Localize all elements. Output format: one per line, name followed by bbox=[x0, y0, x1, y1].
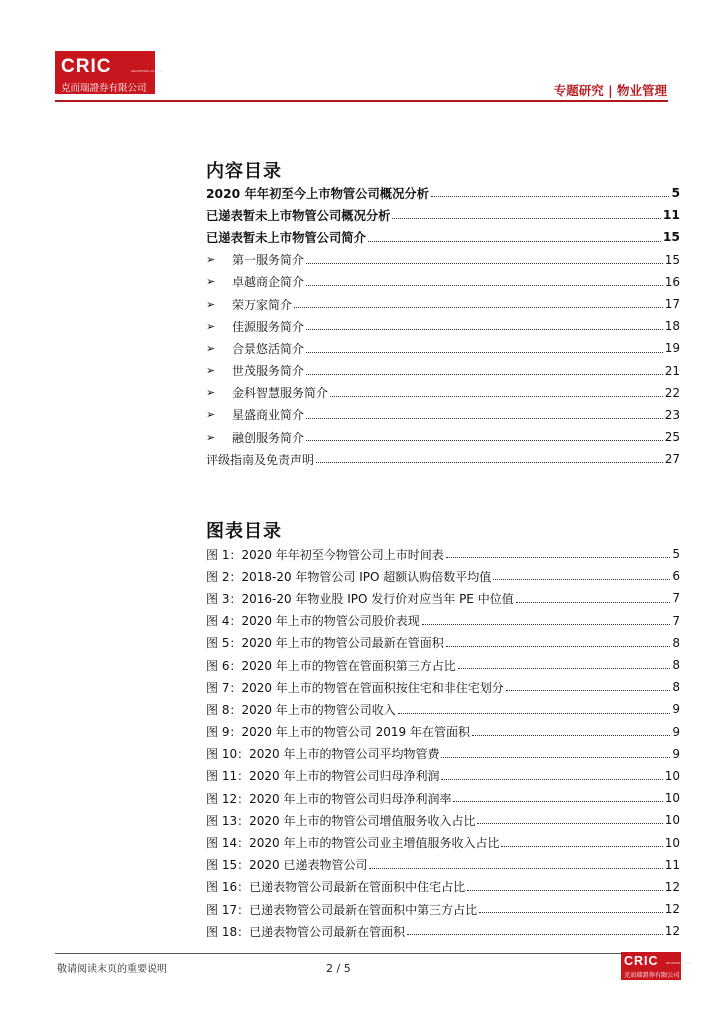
dot-leader bbox=[506, 690, 671, 691]
arrow-bullet-icon: ➢ bbox=[206, 430, 216, 444]
toc-entry-page: 23 bbox=[664, 407, 680, 422]
toc-entry[interactable] bbox=[206, 360, 680, 382]
toc-list bbox=[206, 182, 680, 470]
dot-leader bbox=[306, 329, 663, 330]
figure-entry-page: 10 bbox=[664, 835, 680, 850]
figure-entry-page: 12 bbox=[664, 902, 680, 917]
dot-leader bbox=[441, 757, 670, 758]
figure-entry[interactable] bbox=[206, 765, 680, 787]
figure-entry-page: 7 bbox=[672, 613, 680, 628]
dot-leader bbox=[392, 218, 660, 219]
footer-disclaimer-note: 敬请阅读末页的重要说明 bbox=[57, 964, 167, 975]
toc-entry-title: 第一服务简介 bbox=[232, 253, 305, 268]
dot-leader bbox=[294, 307, 663, 308]
arrow-bullet-icon: ➢ bbox=[206, 341, 216, 355]
dot-leader bbox=[306, 374, 663, 375]
figure-entry-page: 9 bbox=[672, 702, 680, 717]
figure-entry-page: 7 bbox=[672, 591, 680, 606]
toc-entry-page: 16 bbox=[664, 274, 680, 289]
toc-entry[interactable] bbox=[206, 448, 680, 470]
figure-entry-title: 图 6：2020 年上市的物管在管面积第三方占比 bbox=[206, 658, 456, 673]
figure-entry-title: 图 5：2020 年上市的物管公司最新在管面积 bbox=[206, 636, 444, 651]
figure-entry-title: 图 17：已递表物管公司最新在管面积中第三方占比 bbox=[206, 902, 478, 917]
figure-entry[interactable] bbox=[206, 698, 680, 720]
figure-entry[interactable] bbox=[206, 743, 680, 765]
toc-entry[interactable] bbox=[206, 249, 680, 271]
toc-entry[interactable] bbox=[206, 271, 680, 293]
toc-entry[interactable] bbox=[206, 404, 680, 426]
figure-entry[interactable] bbox=[206, 676, 680, 698]
toc-entry-title: 2020 年年初至今上市物管公司概况分析 bbox=[206, 187, 429, 202]
figure-entry-title: 图 13：2020 年上市的物管公司增值服务收入占比 bbox=[206, 813, 476, 828]
figure-entry[interactable] bbox=[206, 787, 680, 809]
arrow-bullet-icon: ➢ bbox=[206, 297, 216, 311]
dot-leader bbox=[398, 713, 671, 714]
toc-entry-page: 21 bbox=[664, 363, 680, 378]
dot-leader bbox=[306, 418, 663, 419]
figure-entry[interactable] bbox=[206, 632, 680, 654]
arrow-bullet-icon: ➢ bbox=[206, 364, 216, 378]
dot-leader bbox=[422, 624, 671, 625]
dot-leader bbox=[306, 263, 663, 264]
toc-entry[interactable] bbox=[206, 315, 680, 337]
dot-leader bbox=[493, 579, 670, 580]
figure-entry-title: 图 12：2020 年上市的物管公司归母净利润率 bbox=[206, 791, 452, 806]
dot-leader bbox=[446, 557, 671, 558]
toc-entry[interactable] bbox=[206, 204, 680, 226]
arrow-bullet-icon: ➢ bbox=[206, 386, 216, 400]
figure-entry-title: 图 10：2020 年上市的物管公司平均物管费 bbox=[206, 747, 440, 762]
toc-entry[interactable] bbox=[206, 226, 680, 248]
figure-list-heading: 图表目录 bbox=[206, 521, 282, 542]
logo-english-subtitle: SECURITIES CO., LTD bbox=[131, 69, 163, 73]
dot-leader bbox=[458, 668, 671, 669]
toc-entry-title: 卓越商企简介 bbox=[232, 275, 305, 290]
figure-entry-page: 9 bbox=[672, 746, 680, 761]
footer-logo-brand: CRIC bbox=[624, 954, 659, 968]
toc-entry-title: 世茂服务简介 bbox=[232, 364, 305, 379]
dot-leader bbox=[306, 352, 663, 353]
toc-entry[interactable] bbox=[206, 382, 680, 404]
figure-entry-page: 11 bbox=[664, 857, 680, 872]
footer-logo bbox=[621, 952, 691, 980]
page-number: 2 / 5 bbox=[326, 962, 351, 975]
header-divider bbox=[55, 100, 668, 102]
figure-entry[interactable] bbox=[206, 831, 680, 853]
toc-entry-title: 已递表暂未上市物管公司概况分析 bbox=[206, 209, 391, 224]
footer-logo-chinese-name: 克而瑞證券有限公司 bbox=[624, 972, 680, 979]
toc-entry-page: 17 bbox=[664, 297, 680, 312]
figure-entry[interactable] bbox=[206, 876, 680, 898]
arrow-bullet-icon: ➢ bbox=[206, 275, 216, 289]
footer-logo-english-subtitle: SECURITIES CO., LTD bbox=[666, 962, 691, 965]
dot-leader bbox=[453, 801, 662, 802]
figure-entry-title: 图 16：已递表物管公司最新在管面积中住宅占比 bbox=[206, 880, 466, 895]
dot-leader bbox=[479, 912, 663, 913]
toc-entry-title: 星盛商业简介 bbox=[232, 408, 305, 423]
figure-entry-page: 6 bbox=[672, 569, 680, 584]
figure-entry-title: 图 1：2020 年年初至今物管公司上市时间表 bbox=[206, 547, 444, 562]
toc-entry[interactable] bbox=[206, 426, 680, 448]
toc-entry-title: 评级指南及免责声明 bbox=[206, 452, 315, 467]
dot-leader bbox=[368, 241, 661, 242]
figure-entry-title: 图 2：2018-20 年物管公司 IPO 超额认购倍数平均值 bbox=[206, 569, 492, 584]
figure-entry-page: 8 bbox=[672, 635, 680, 650]
toc-entry-page: 15 bbox=[664, 252, 680, 267]
toc-entry-title: 佳源服务简介 bbox=[232, 319, 305, 334]
toc-entry-title: 已递表暂未上市物管公司简介 bbox=[206, 231, 366, 246]
dot-leader bbox=[467, 890, 663, 891]
dot-leader bbox=[446, 646, 671, 647]
figure-entry-page: 10 bbox=[664, 813, 680, 828]
dot-leader bbox=[516, 602, 671, 603]
figure-entry-page: 5 bbox=[672, 547, 680, 562]
figure-entry[interactable] bbox=[206, 920, 680, 942]
figure-entry-page: 9 bbox=[672, 724, 680, 739]
arrow-bullet-icon: ➢ bbox=[206, 319, 216, 333]
figure-entry-page: 12 bbox=[664, 879, 680, 894]
toc-entry-page: 11 bbox=[662, 208, 680, 223]
toc-entry-page: 25 bbox=[664, 430, 680, 445]
figure-list bbox=[206, 543, 680, 942]
figure-entry-title: 图 18：已递表物管公司最新在管面积 bbox=[206, 924, 406, 939]
figure-entry-title: 图 9：2020 年上市的物管公司 2019 年在管面积 bbox=[206, 725, 470, 740]
figure-entry[interactable] bbox=[206, 543, 680, 565]
figure-entry[interactable] bbox=[206, 721, 680, 743]
figure-entry-title: 图 14：2020 年上市的物管公司业主增值服务收入占比 bbox=[206, 836, 500, 851]
company-logo bbox=[55, 51, 163, 94]
dot-leader bbox=[477, 823, 662, 824]
figure-entry-title: 图 15：2020 已递表物管公司 bbox=[206, 858, 368, 873]
toc-entry-title: 融创服务简介 bbox=[232, 430, 305, 445]
figure-entry[interactable] bbox=[206, 654, 680, 676]
toc-entry-page: 19 bbox=[664, 341, 680, 356]
toc-entry-page: 22 bbox=[664, 385, 680, 400]
dot-leader bbox=[407, 934, 663, 935]
figure-entry-title: 图 8：2020 年上市的物管公司收入 bbox=[206, 702, 396, 717]
figure-entry-title: 图 4：2020 年上市的物管公司股价表现 bbox=[206, 614, 420, 629]
toc-heading: 内容目录 bbox=[206, 161, 282, 182]
dot-leader bbox=[369, 868, 662, 869]
toc-entry-page: 5 bbox=[671, 186, 680, 201]
toc-entry-page: 18 bbox=[664, 319, 680, 334]
footer-divider bbox=[55, 953, 668, 954]
toc-entry-title: 合景悠活简介 bbox=[232, 341, 305, 356]
dot-leader bbox=[316, 462, 663, 463]
toc-entry[interactable] bbox=[206, 293, 680, 315]
figure-entry[interactable] bbox=[206, 565, 680, 587]
figure-entry[interactable] bbox=[206, 610, 680, 632]
figure-entry-page: 8 bbox=[672, 680, 680, 695]
figure-entry-page: 10 bbox=[664, 791, 680, 806]
dot-leader bbox=[472, 735, 670, 736]
logo-chinese-name: 克而瑞證券有限公司 bbox=[61, 83, 147, 94]
toc-entry[interactable] bbox=[206, 182, 680, 204]
figure-entry-page: 10 bbox=[664, 768, 680, 783]
figure-entry-page: 12 bbox=[664, 924, 680, 939]
figure-entry-title: 图 3：2016-20 年物业股 IPO 发行价对应当年 PE 中位值 bbox=[206, 591, 514, 606]
dot-leader bbox=[431, 196, 669, 197]
figure-entry-page: 8 bbox=[672, 658, 680, 673]
figure-entry[interactable] bbox=[206, 587, 680, 609]
figure-entry-title: 图 11：2020 年上市的物管公司归母净利润 bbox=[206, 769, 440, 784]
toc-entry-page: 15 bbox=[662, 230, 680, 245]
logo-brand: CRIC bbox=[61, 56, 112, 77]
figure-entry[interactable] bbox=[206, 898, 680, 920]
dot-leader bbox=[306, 285, 663, 286]
toc-entry-title: 金科智慧服务简介 bbox=[232, 386, 329, 401]
dot-leader bbox=[306, 440, 663, 441]
toc-entry-page: 27 bbox=[664, 452, 680, 467]
arrow-bullet-icon: ➢ bbox=[206, 253, 216, 267]
dot-leader bbox=[501, 846, 662, 847]
figure-entry-title: 图 7：2020 年上市的物管在管面积按住宅和非住宅划分 bbox=[206, 680, 504, 695]
toc-entry-title: 荣万家简介 bbox=[232, 297, 293, 312]
dot-leader bbox=[330, 396, 663, 397]
section-title: 专题研究 | 物业管理 bbox=[553, 83, 667, 98]
arrow-bullet-icon: ➢ bbox=[206, 408, 216, 422]
figure-entry[interactable] bbox=[206, 809, 680, 831]
dot-leader bbox=[441, 779, 662, 780]
toc-entry[interactable] bbox=[206, 337, 680, 359]
figure-entry[interactable] bbox=[206, 854, 680, 876]
